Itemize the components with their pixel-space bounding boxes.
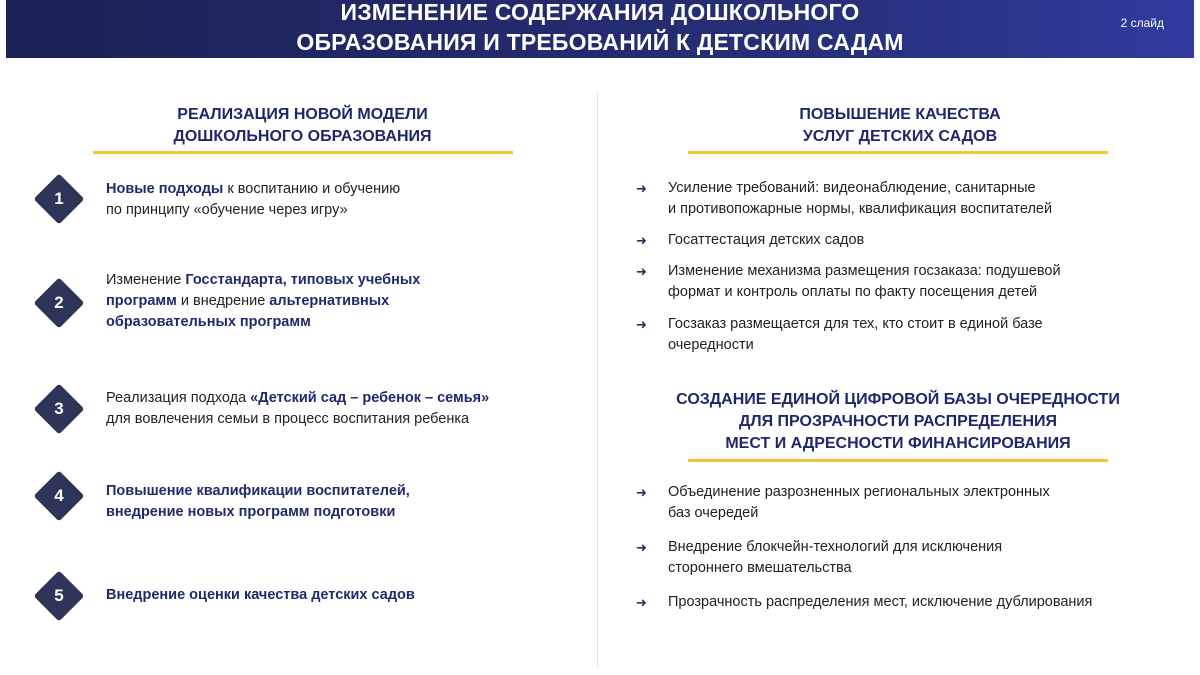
item-1-highlight: Новые подходы [106,181,224,197]
right-heading-digital-base [620,389,1176,455]
item-1-text-a: к воспитанию и обучению [223,181,401,197]
bullet-1-line-2: и противопожарные нормы, квалификация воспитателей [668,201,1053,217]
item-number: 5 [54,586,64,605]
item-3-text-a: Реализация подхода [106,390,251,406]
title-bar [6,0,1194,58]
item-number: 3 [54,399,64,418]
bullet-3-text [668,261,1061,303]
arrow-right-icon: ➜ [636,317,647,332]
list-item-5 [36,573,536,633]
item-1-text-b: по принципу «обучение через игру» [106,202,348,218]
bullet-3-line-1: Изменение механизма размещения госзаказа: подушевой [668,263,1061,279]
right-heading-2-underline [688,459,1108,462]
item-2-highlight-a: Госстандарта, типовых учебных [185,272,421,288]
right-heading-2-line-2: ДЛЯ ПРОЗРАЧНОСТИ РАСПРЕДЕЛЕНИЯ [738,413,1058,430]
item-text [106,481,410,523]
item-5-highlight: Внедрение оценки качества детских садов [106,587,415,603]
slide-title [6,0,1194,57]
item-2-text-a: Изменение [106,272,186,288]
right-heading-2-line-1: СОЗДАНИЕ ЕДИНОЙ ЦИФРОВОЙ БАЗЫ ОЧЕРЕДНОСТИ [676,391,1120,408]
item-number: 2 [54,293,64,312]
bullet-2-line-1: Госаттестация детских садов [668,232,865,248]
title-line-2: ОБРАЗОВАНИЯ И ТРЕБОВАНИЙ К ДЕТСКИМ САДАМ [296,29,904,55]
arrow-right-icon: ➜ [636,485,647,500]
item-3-highlight: «Детский сад – ребенок – семья» [250,390,490,406]
arrow-right-icon: ➜ [636,540,647,555]
right-heading-quality [690,104,1110,148]
slide-number: 2 слайд [1120,16,1164,30]
list-item-2 [36,272,536,340]
bullet-7-text [668,592,1092,613]
left-heading-underline [93,151,513,154]
arrow-right-icon: ➜ [636,181,647,196]
item-2-highlight-c: альтернативных [269,293,390,309]
item-number: 1 [54,189,64,208]
item-text [106,388,489,430]
bullet-4-line-1: Госзаказ размещается для тех, кто стоит в единой базе [668,316,1043,332]
bullet-6-text [668,537,1002,579]
bullet-5-line-2: баз очередей [668,505,759,521]
title-line-1: ИЗМЕНЕНИЕ СОДЕРЖАНИЯ ДОШКОЛЬНОГО [340,0,860,25]
arrow-right-icon: ➜ [636,595,647,610]
arrow-right-icon: ➜ [636,264,647,279]
item-2-highlight-d: образовательных программ [106,314,311,330]
bullet-1-text [668,178,1052,220]
bullet-4-text [668,314,1043,356]
left-heading-line-2: ДОШКОЛЬНОГО ОБРАЗОВАНИЯ [173,128,432,145]
item-4-highlight-b: внедрение новых программ подготовки [106,504,396,520]
item-text [106,270,420,333]
bullet-2-text [668,230,864,251]
item-4-highlight-a: Повышение квалификации воспитателей, [106,483,410,499]
item-2-highlight-b: программ [106,293,177,309]
right-heading-1-line-2: УСЛУГ ДЕТСКИХ САДОВ [802,128,998,145]
item-3-text-b: для вовлечения семьи в процесс воспитания ребенка [106,411,470,427]
right-heading-1-line-1: ПОВЫШЕНИЕ КАЧЕСТВА [799,106,1001,123]
list-item-3 [36,386,536,446]
bullet-1-line-1: Усиление требований: видеонаблюдение, санитарные [668,180,1036,196]
left-heading [95,104,510,148]
left-heading-line-1: РЕАЛИЗАЦИЯ НОВОЙ МОДЕЛИ [177,106,428,123]
bullet-5-line-1: Объединение разрозненных региональных электронных [668,484,1050,500]
column-divider [597,92,598,667]
item-2-text-b: и внедрение [176,293,270,309]
bullet-6-line-1: Внедрение блокчейн-технологий для исключения [668,539,1003,555]
bullet-4-line-2: очередности [668,337,754,353]
bullet-6-line-2: стороннего вмешательства [668,560,852,576]
list-item-4 [36,473,536,533]
bullet-5-text [668,482,1050,524]
arrow-right-icon: ➜ [636,233,647,248]
item-text [106,179,400,221]
item-text [106,585,415,606]
right-heading-1-underline [688,151,1108,154]
right-heading-2-line-3: МЕСТ И АДРЕСНОСТИ ФИНАНСИРОВАНИЯ [725,435,1071,452]
list-item-1 [36,176,536,236]
bullet-7-line-1: Прозрачность распределения мест, исключение дублирования [668,594,1093,610]
bullet-3-line-2: формат и контроль оплаты по факту посещения детей [668,284,1038,300]
item-number: 4 [54,486,64,505]
